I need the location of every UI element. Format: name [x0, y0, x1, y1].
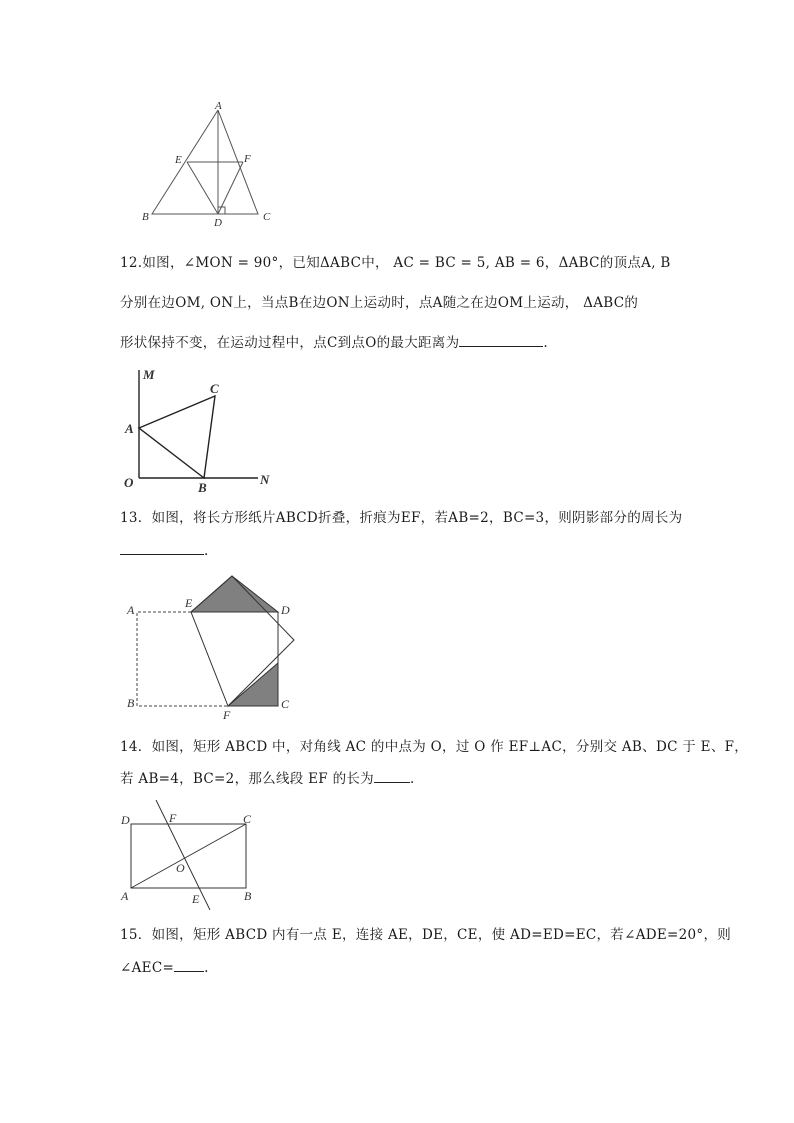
label-a: A	[127, 603, 135, 617]
figure-q11-triangle	[130, 96, 280, 231]
q15-line-2-end: .	[204, 960, 209, 976]
q14-line-1: 14．如图，矩形 ABCD 中，对角线 AC 的中点为 O，过 O 作 EF⊥AC，分别交 AB、DC 于 E、F，	[120, 739, 749, 755]
line-ef	[156, 800, 210, 910]
figure-q14	[118, 800, 268, 910]
q15-line-2	[120, 957, 680, 978]
label-d: D	[281, 603, 290, 617]
label-e: E	[192, 892, 200, 906]
q14-line-2-end: .	[409, 771, 415, 787]
segment-ed	[187, 162, 218, 214]
segment-fd	[218, 162, 243, 214]
label-a: A	[121, 889, 129, 903]
q13-answer-blank[interactable]	[120, 540, 204, 555]
q13-line-2-end: .	[204, 543, 209, 559]
label-b: B	[198, 480, 207, 494]
q14-line-2	[120, 768, 680, 789]
q12-line-3-end: .	[543, 335, 548, 351]
shaded-region-bottom	[228, 663, 278, 706]
label-d: D	[121, 813, 130, 827]
label-a: A	[125, 421, 134, 436]
q14-line-2-text: 若 AB=4，BC=2，那么线段 EF 的长为	[120, 771, 374, 787]
q15-line-2-text: ∠AEC=	[120, 960, 175, 976]
label-c: C	[263, 211, 271, 223]
q14-answer-blank[interactable]	[374, 768, 410, 783]
label-e: E	[175, 154, 182, 166]
label-d: D	[214, 217, 222, 229]
diagonal-ac	[131, 824, 246, 888]
q12-answer-blank[interactable]	[459, 332, 543, 347]
label-e: E	[185, 596, 193, 610]
label-f: F	[223, 708, 231, 720]
triangle-abc	[139, 396, 215, 478]
label-o: O	[176, 861, 185, 875]
label-b: B	[142, 211, 149, 223]
dashed-original-edges	[137, 612, 228, 706]
label-o: O	[124, 475, 134, 490]
q12-line-2: 分别在边OM, ON上，当点B在边ON上运动时，点A随之在边OM上运动， ΔABC的	[120, 295, 639, 311]
q13-line-1: 13．如图，将长方形纸片ABCD折叠，折痕为EF，若AB=2，BC=3，则阴影部分的周长为	[120, 510, 683, 526]
label-c: C	[243, 812, 252, 826]
figure-q13	[118, 570, 308, 720]
q15-answer-blank[interactable]	[174, 957, 204, 972]
q12-line-3	[120, 332, 680, 353]
label-n: N	[260, 472, 270, 487]
label-c: C	[210, 381, 219, 396]
label-f: F	[169, 811, 177, 825]
q13-line-2	[120, 540, 680, 561]
figure-q12	[118, 366, 278, 494]
q15-line-1: 15．如图，矩形 ABCD 内有一点 E，连接 AE，DE，CE，使 AD=ED=EC，若∠ADE=20°，则	[120, 927, 732, 943]
label-f: F	[244, 153, 251, 165]
label-c: C	[281, 697, 290, 711]
q12-line-3-text: 形状保持不变，在运动过程中，点C到点O的最大距离为	[120, 335, 460, 351]
label-b: B	[127, 696, 135, 710]
shaded-region-top	[191, 576, 278, 612]
label-a: A	[215, 100, 222, 112]
label-b: B	[244, 889, 252, 903]
q12-line-1: 12.如图，∠MON = 90°，已知ΔABC中， AC = BC = 5, AB = 6，ΔABC的顶点A, B	[120, 255, 671, 271]
label-m: M	[143, 367, 155, 382]
